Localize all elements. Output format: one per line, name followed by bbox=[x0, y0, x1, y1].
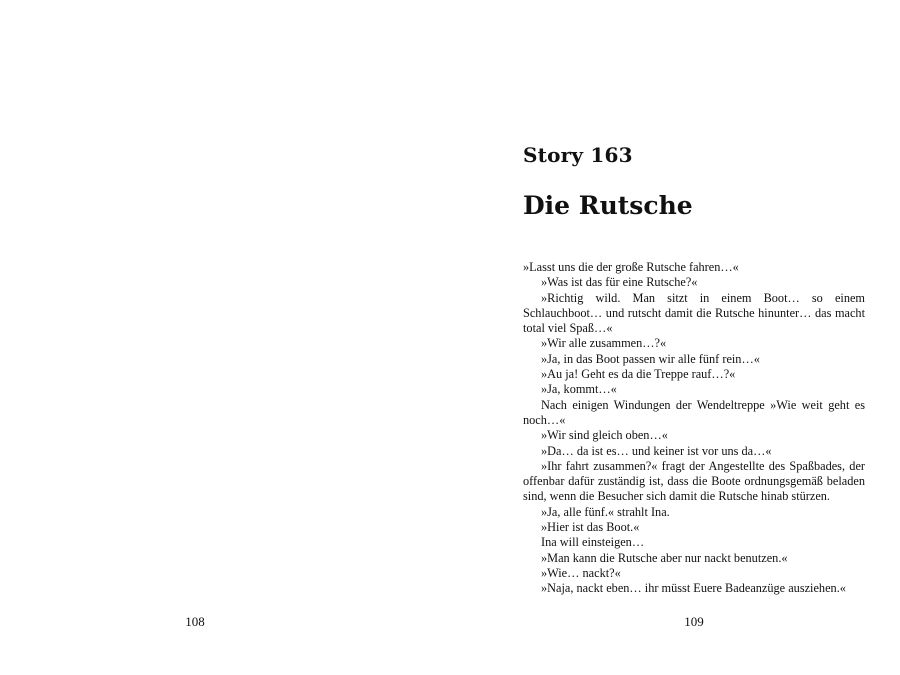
page-number-right: 109 bbox=[684, 614, 704, 629]
story-text bbox=[523, 260, 865, 597]
paragraph: »Naja, nackt eben… ihr müsst Euere Badeanzüge ausziehen.« bbox=[541, 581, 846, 596]
story-title: Die Rutsche bbox=[523, 191, 693, 220]
paragraph: »Wir sind gleich oben…« bbox=[541, 428, 668, 443]
paragraph: »Ja, kommt…« bbox=[541, 382, 617, 397]
paragraph: »Man kann die Rutsche aber nur nackt benutzen.« bbox=[541, 550, 788, 565]
paragraph: »Ja, alle fünf.« strahlt Ina. bbox=[541, 504, 670, 519]
paragraph: Nach einigen Windungen der Wendeltreppe »Wie weit geht es noch…« bbox=[523, 397, 865, 427]
paragraph: »Da… da ist es… und keiner ist vor uns da…« bbox=[541, 443, 772, 458]
paragraph: »Wir alle zusammen…?« bbox=[541, 336, 667, 351]
paragraph: »Ja, in das Boot passen wir alle fünf rein…« bbox=[541, 351, 760, 366]
paragraph: »Lasst uns die der große Rutsche fahren…« bbox=[523, 260, 739, 274]
paragraph: »Au ja! Geht es da die Treppe rauf…?« bbox=[541, 367, 736, 382]
paragraph: »Was ist das für eine Rutsche?« bbox=[541, 275, 698, 290]
paragraph: »Richtig wild. Man sitzt in einem Boot… so einem Schlauchboot… und rutscht damit die Rutsche hinunter… das macht total viel Spaß…« bbox=[523, 290, 865, 336]
paragraph: »Wie… nackt?« bbox=[541, 565, 621, 580]
page-number-left: 108 bbox=[185, 614, 205, 629]
right-page bbox=[450, 0, 900, 675]
story-label: Story 163 bbox=[523, 143, 633, 167]
paragraph: Ina will einsteigen… bbox=[541, 535, 645, 550]
paragraph: »Ihr fahrt zusammen?« fragt der Angestellte des Spaßbades, der offenbar dafür zuständig ist, dass die Boote ordnungsgemäß beladen sind, wenn die Besucher sich damit die Rutsche hinab stürzen. bbox=[523, 458, 865, 504]
paragraph: »Hier ist das Boot.« bbox=[541, 520, 640, 535]
